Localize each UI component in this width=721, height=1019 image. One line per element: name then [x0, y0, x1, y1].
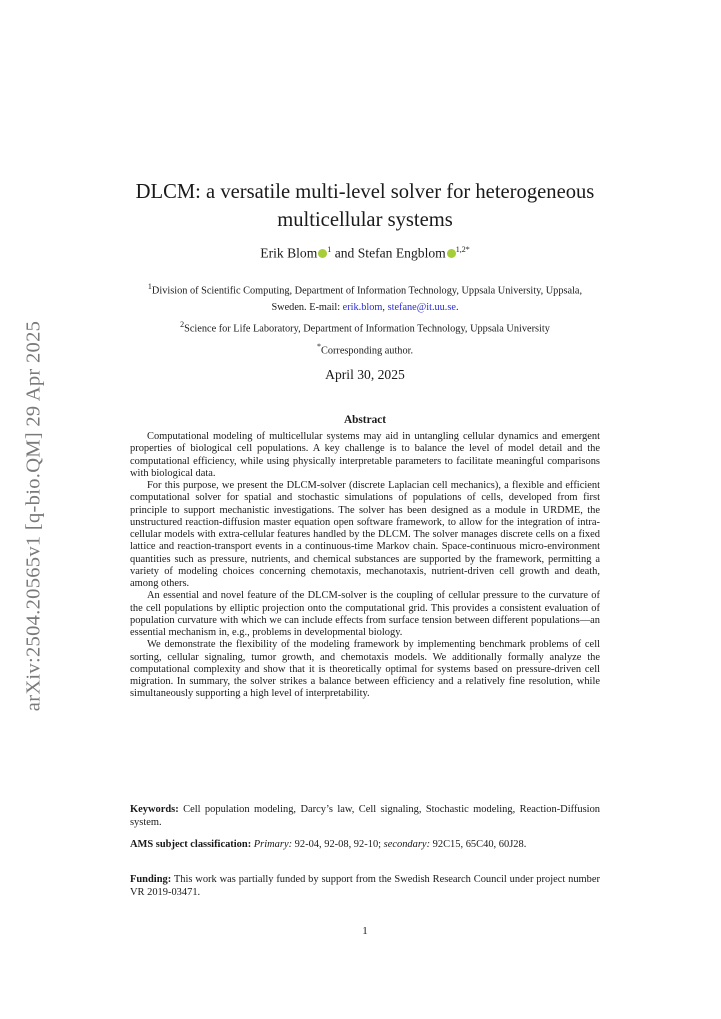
abstract-paragraph: For this purpose, we present the DLCM-solver (discrete Laplacian cell mechanics), a flexible and efficient computational solver for spatial and stochastic simulations of populations of cells, developed from first principle to support mechanistic investigations. The solver has been designed as a module in URDME, the unstructured reaction-diffusion master equation open software framework, to allow for the integration of intra-cellular models with extra-cellular features handled by the DLCM. The solver manages discrete cells on a fixed lattice and reaction-transport events in a continuous-time Markov chain. Space-continuous micro-environment quantities such as pressure, nutrients, and chemical substances are supported by the framework, permitting a variety of modeling choices concerning chemotaxis, mechanotaxis, nutrient-driven cell growth and death, among others. [130, 480, 600, 589]
corresponding-note [108, 338, 622, 359]
ams-secondary: 92C15, 65C40, 60J28. [432, 839, 527, 850]
author-1: Erik Blom [260, 245, 318, 261]
paper-title [108, 178, 622, 234]
affil-1-text: Division of Scientific Computing, Department of Information Technology, Uppsala University, Uppsala, [151, 285, 583, 297]
email-link-1[interactable]: erik.blom [342, 302, 383, 314]
page-number: 1 [362, 925, 368, 937]
affiliation-2 [108, 316, 622, 337]
email-link-2[interactable]: stefane@it.uu.se [387, 302, 456, 314]
author-2: Stefan Engblom [357, 245, 446, 261]
title-line-2: multicellular systems [277, 209, 453, 231]
orcid-icon[interactable] [447, 249, 456, 258]
keywords-text: Cell population modeling, Darcy’s law, Cell signaling, Stochastic modeling, Reaction-Diffusion system. [130, 804, 601, 828]
arxiv-identifier: arXiv:2504.20565v1 [q-bio.QM] 29 Apr 2025 [22, 320, 45, 712]
corr-text: Corresponding author. [320, 345, 414, 357]
arxiv-sidebar [20, 296, 48, 736]
email-end: . [455, 302, 459, 314]
affil-1-marker: 1 [147, 282, 152, 291]
keywords-label: Keywords: [130, 804, 179, 815]
abstract-paragraph: Computational modeling of multicellular systems may aid in untangling cellular dynamics and emergent properties of biological cell populations. A key challenge is to balance the level of model detail and the computational efficiency, while using physically interpretable parameters to facilitate meaningful comparisons with biological data. [130, 431, 600, 479]
ams-primary: 92-04, 92-08, 92-10; [294, 839, 382, 850]
abstract-body [130, 431, 600, 701]
affiliation-1 [108, 278, 622, 299]
email-separator: , [382, 302, 385, 314]
ams-section [130, 839, 600, 852]
paper-date: April 30, 2025 [325, 367, 405, 382]
abstract-paragraph: An essential and novel feature of the DLCM-solver is the coupling of cellular pressure to the curvature of the cell populations by elliptic projection onto the computational grid. This provides a consistent evaluation of population curvature with which we can include effects from surface tension between different populations—an essential mechanism in, e.g., problems in developmental biology. [130, 590, 600, 638]
affil-2-marker: 2 [180, 320, 185, 330]
affil-2-text: Science for Life Laboratory, Department of Information Technology, Uppsala University [184, 323, 550, 335]
funding-text: This work was partially funded by support from the Swedish Research Council under project number VR 2019-03471. [130, 874, 600, 898]
affiliations [108, 278, 622, 359]
author-list [108, 245, 622, 262]
ams-label: AMS subject classification: [130, 839, 252, 850]
ams-primary-label: Primary: [253, 839, 293, 850]
keywords-section [130, 804, 600, 829]
author-and: and [334, 245, 355, 261]
ams-secondary-label: secondary: [383, 839, 431, 850]
author-2-affil: 1,2* [455, 245, 470, 254]
abstract-heading: Abstract [343, 414, 387, 426]
email-prefix: Sweden. E-mail: [271, 302, 341, 314]
corr-marker: * [316, 341, 321, 351]
affiliation-1-contact [108, 299, 622, 316]
funding-section [130, 874, 600, 899]
orcid-icon[interactable] [318, 249, 327, 258]
author-1-affil: 1 [327, 245, 332, 254]
funding-label: Funding: [130, 874, 172, 885]
abstract-paragraph: We demonstrate the flexibility of the modeling framework by implementing benchmark problems of cell sorting, cellular signaling, tumor growth, and chemotaxis models. We additionally formally analyze the computational complexity and show that it is theoretically optimal for systems based on pressure-driven cell migration. In summary, the solver strikes a balance between efficiency and a relatively fine resolution, while simultaneously supporting a high level of interpretability. [130, 639, 600, 700]
title-line-1: DLCM: a versatile multi-level solver for heterogeneous [135, 181, 595, 203]
